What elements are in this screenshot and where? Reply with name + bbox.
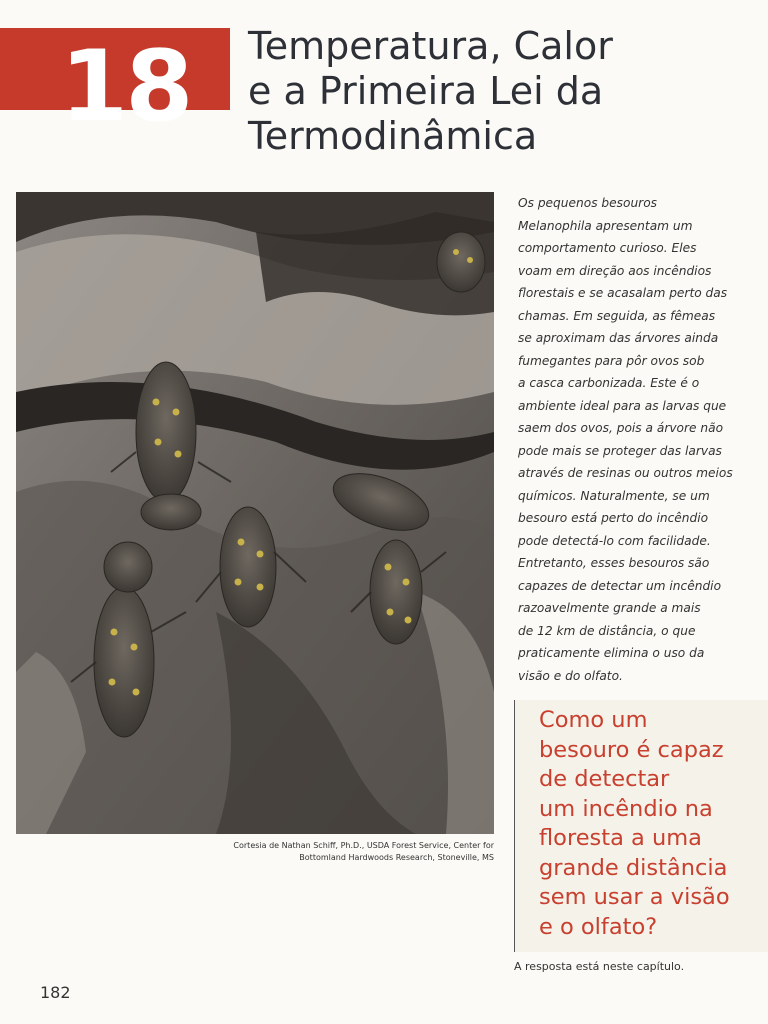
intro-line: Entretanto, esses besouros são [518, 556, 710, 570]
intro-line: chamas. Em seguida, as fêmeas [518, 308, 716, 323]
intro-line: comportamento curioso. Eles [518, 241, 697, 255]
chapter-number-block [0, 28, 230, 144]
question-line: Como um [539, 707, 648, 733]
question-box [514, 700, 768, 952]
question-line: e o olfato? [539, 913, 658, 940]
photo-credit-line: Bottomland Hardwoods Research, Stoneville, MS [299, 853, 494, 862]
intro-line: capazes de detectar um incêndio [518, 578, 722, 593]
intro-line: Melanophila apresentam um [518, 218, 693, 233]
intro-line: através de resinas ou outros meios [518, 466, 733, 480]
question-line: um incêndio na [539, 795, 713, 822]
chapter-number: 18 [60, 30, 191, 144]
intro-paragraph [518, 192, 758, 687]
chapter-question [539, 706, 730, 942]
chapter-title-line: e a Primeira Lei da [248, 69, 604, 113]
intro-line: ambiente ideal para as larvas que [518, 398, 727, 413]
photo-credit [180, 840, 494, 864]
answer-note: A resposta está neste capítulo. [514, 960, 685, 973]
intro-line: de 12 km de distância, o que [518, 623, 696, 638]
intro-line: fumegantes para pôr ovos sob [518, 353, 705, 368]
question-line: floresta a uma [539, 825, 702, 851]
beetles-photo [16, 192, 494, 834]
intro-line: pode mais se proteger das larvas [518, 443, 722, 458]
question-line: besouro é capaz [539, 736, 724, 763]
intro-line: visão e do olfato. [518, 668, 623, 683]
intro-line: pode detectá-lo com facilidade. [518, 533, 711, 548]
question-line: sem usar a visão [539, 884, 730, 910]
page-number: 182 [40, 983, 71, 1002]
photo-credit-line: Cortesia de Nathan Schiff, Ph.D., USDA Forest Service, Center for [233, 841, 494, 850]
beetles-on-burnt-bark-photo-icon [16, 192, 494, 834]
intro-line: a casca carbonizada. Este é o [518, 376, 700, 390]
chapter-title [248, 24, 748, 159]
chapter-title-line: Termodinâmica [248, 114, 538, 158]
intro-line: se aproximam das árvores ainda [518, 331, 719, 345]
intro-line: besouro está perto do incêndio [518, 511, 709, 525]
intro-line: Os pequenos besouros [518, 196, 657, 210]
question-line: grande distância [539, 854, 728, 881]
question-line: de detectar [539, 766, 670, 792]
chapter-title-line: Temperatura, Calor [248, 24, 613, 68]
intro-line: voam em direção aos incêndios [518, 263, 712, 278]
intro-line: praticamente elimina o uso da [518, 646, 705, 660]
intro-line: saem dos ovos, pois a árvore não [518, 421, 724, 435]
intro-line: florestais e se acasalam perto das [518, 286, 728, 300]
intro-line: químicos. Naturalmente, se um [518, 488, 710, 503]
intro-line: razoavelmente grande a mais [518, 601, 701, 615]
